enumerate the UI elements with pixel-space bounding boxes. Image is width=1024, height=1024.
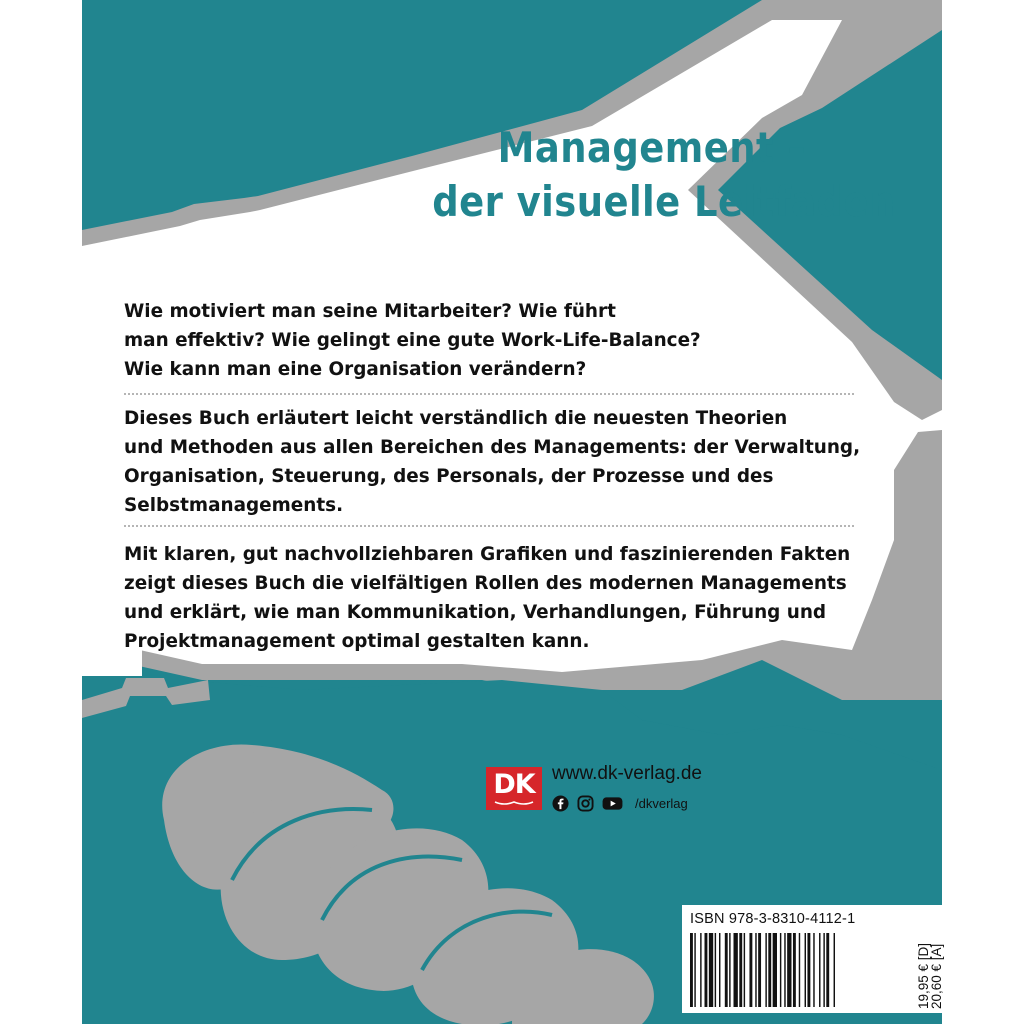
dotted-divider <box>124 525 854 527</box>
barcode-bar <box>819 933 820 1007</box>
youtube-icon[interactable] <box>602 795 623 812</box>
barcode-bar <box>805 933 806 1007</box>
barcode-bar <box>719 933 720 1007</box>
features-paragraph <box>124 540 854 656</box>
barcode-bar <box>694 933 695 1007</box>
text-line: Projektmanagement optimal gestalten kann. <box>124 631 590 652</box>
barcode-bar <box>823 933 824 1007</box>
barcode-bar <box>768 933 771 1007</box>
barcode-bars <box>690 933 912 1007</box>
barcode-bar <box>780 933 781 1007</box>
barcode-bar <box>758 933 761 1007</box>
facebook-icon[interactable] <box>552 795 569 812</box>
barcode-bar <box>700 933 701 1007</box>
barcode-bar <box>826 933 829 1007</box>
barcode-bar <box>715 933 716 1007</box>
social-links <box>552 794 688 812</box>
publisher-url[interactable]: www.dk-verlag.de <box>552 763 702 784</box>
barcode-bar <box>784 933 785 1007</box>
dotted-divider <box>124 393 854 395</box>
text-line: Selbstmanagements. <box>124 495 344 516</box>
price-austria: 20,60 € [A] <box>929 943 944 1009</box>
barcode-bar <box>729 933 730 1007</box>
barcode-bar <box>734 933 738 1007</box>
title-line-2: der visuelle Leitfaden <box>432 177 896 226</box>
barcode-bar <box>773 933 777 1007</box>
text-line: Dieses Buch erläutert leicht verständlich die neuesten Theorien <box>124 408 788 429</box>
dk-logo <box>486 767 542 810</box>
barcode-bar <box>787 933 791 1007</box>
text-line: und erklärt, wie man Kommunikation, Verhandlungen, Führung und <box>124 602 827 623</box>
barcode-panel <box>682 905 946 1013</box>
barcode-bar <box>705 933 708 1007</box>
dk-logo-text: DK <box>493 769 535 800</box>
isbn-number: ISBN 978-3-8310-4112-1 <box>690 911 856 927</box>
price-germany: 19,95 € [D] <box>916 942 931 1009</box>
barcode-bar <box>709 933 713 1007</box>
instagram-icon[interactable] <box>577 795 594 812</box>
barcode-bar <box>799 933 800 1007</box>
text-line: Wie kann man eine Organisation verändern? <box>124 359 587 380</box>
barcode-bar <box>755 933 756 1007</box>
title-line-1: Management – <box>497 123 807 172</box>
social-handle: /dkverlag <box>635 795 688 811</box>
barcode-bar <box>725 933 728 1007</box>
barcode-bar <box>744 933 745 1007</box>
text-line: man effektiv? Wie gelingt eine gute Work-Life-Balance? <box>124 330 701 351</box>
text-line: Mit klaren, gut nachvollziehbaren Grafiken und faszinierenden Fakten <box>124 544 851 565</box>
barcode-bar <box>834 933 835 1007</box>
description-paragraph <box>124 404 861 520</box>
text-line: zeigt dieses Buch die vielfältigen Rollen des modernen Managements <box>124 573 847 594</box>
barcode-bar <box>739 933 742 1007</box>
book-icon <box>494 801 534 807</box>
barcode-bar <box>749 933 752 1007</box>
text-line: Organisation, Steuerung, des Personals, der Prozesse und des <box>124 466 774 487</box>
text-line: Wie motiviert man seine Mitarbeiter? Wie führt <box>124 301 616 322</box>
barcode-bar <box>793 933 796 1007</box>
intro-paragraph <box>124 297 854 384</box>
barcode-bar <box>765 933 766 1007</box>
price-block <box>914 915 942 1009</box>
barcode-bar <box>813 933 814 1007</box>
barcode-bar <box>690 933 693 1007</box>
barcode-bar <box>807 933 810 1007</box>
text-line: und Methoden aus allen Bereichen des Managements: der Verwaltung, <box>124 437 861 458</box>
